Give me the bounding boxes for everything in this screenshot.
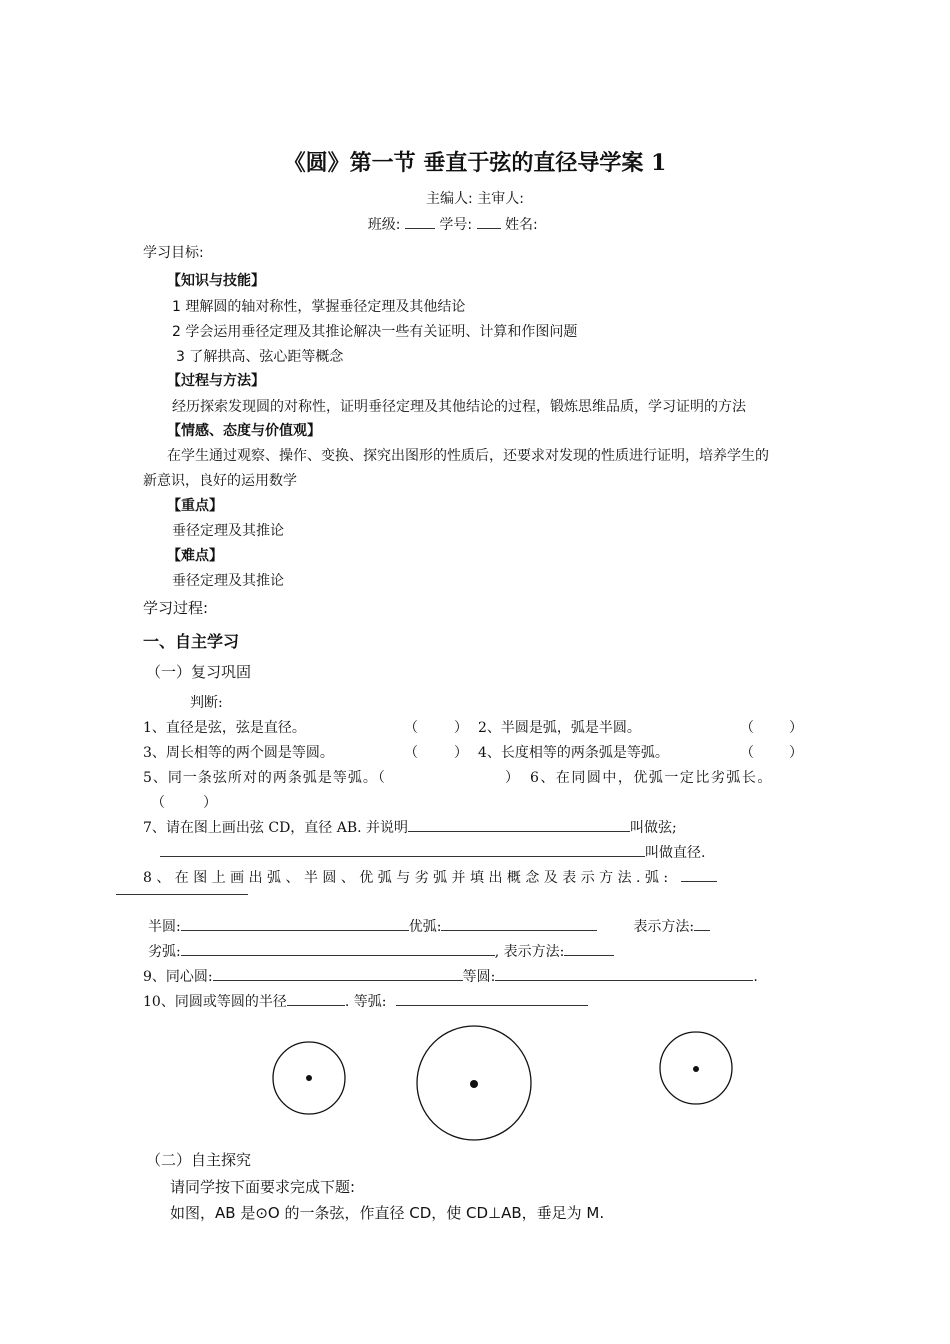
process-section-heading: 学习过程: [143, 599, 209, 617]
question-3-paren-close: ） [454, 745, 468, 761]
minor-arc-label: 劣弧: [148, 944, 181, 960]
center-point-left [306, 1075, 312, 1081]
name-label: 姓名: [505, 217, 538, 233]
question-1-paren-close: ） [454, 720, 468, 736]
question-7-diameter-suffix: 叫做直径. [645, 845, 706, 861]
page-title: 《圆》第一节 垂直于弦的直径导学案 1 [283, 150, 667, 176]
knowledge-item-3: 3 了解拱高、弦心距等概念 [176, 349, 344, 365]
concentric-label: 9、同心圆: [143, 969, 213, 985]
question-7-text: 7、请在图上画出弦 CD，直径 AB. 并说明 [143, 820, 409, 836]
emotion-heading: 【情感、态度与价值观】 [167, 423, 321, 439]
subsection-review: （一）复习巩固 [146, 663, 252, 681]
center-point-middle [470, 1080, 478, 1088]
question-1-paren-open[interactable]: （ [404, 720, 418, 736]
radius-label: 10、同圆或等圆的半径 [143, 994, 287, 1010]
equal-arc-label: . 等弧: [344, 994, 387, 1010]
question-8-text: 8 、 在 图 上 画 出 弧 、 半 圆 、 优 弧 与 劣 弧 并 填 出 概 念 及 表 示 方 法 . 弧 : [143, 870, 669, 886]
question-4-paren-close: ） [789, 745, 803, 761]
student-id-label: 学号: [439, 217, 473, 233]
process-text: 经历探索发现圆的对称性，证明垂径定理及其他结论的过程，锻炼思维品质，学习证明的方法 [172, 399, 746, 415]
difficulty-text: 垂径定理及其推论 [172, 573, 284, 589]
section-self-study: 一、自主学习 [143, 632, 240, 651]
question-1: 1、直径是弦，弦是直径。 [143, 720, 306, 736]
question-2-paren-close: ） [789, 720, 803, 736]
subsection-explore: （二）自主探究 [146, 1151, 252, 1169]
equal-circle-label: 等圆: [462, 969, 496, 985]
knowledge-heading: 【知识与技能】 [167, 273, 265, 289]
class-label: 班级: [367, 217, 401, 233]
objectives-heading: 学习目标: [143, 245, 204, 261]
question-6-paren-close: ） [203, 795, 217, 811]
question-2: 2、半圆是弧，弧是半圆。 [478, 720, 641, 736]
method-label: 表示方法: [633, 919, 695, 935]
judge-label: 判断: [190, 695, 223, 711]
problem-text: 如图，AB 是⊙O 的一条弦，作直径 CD，使 CD⊥AB，垂足为 M. [170, 1204, 605, 1222]
question-7-chord-suffix: 叫做弦; [630, 820, 677, 836]
center-point-right [693, 1066, 699, 1072]
semicircle-label: 半圆: [148, 919, 181, 935]
difficulty-heading: 【难点】 [167, 548, 223, 564]
instruction-text: 请同学按下面要求完成下题: [170, 1178, 356, 1196]
question-6-paren-open[interactable]: （ [151, 795, 165, 811]
major-arc-label: 优弧: [408, 919, 442, 935]
question-5-paren-close: ） [505, 770, 519, 786]
knowledge-item-2: 2 学会运用垂径定理及其推论解决一些有关证明、计算和作图问题 [172, 324, 578, 340]
emotion-text-line1: 在学生通过观察、操作、变换、探究出图形的性质后，还要求对发现的性质进行证明，培养学生的 [167, 448, 769, 464]
knowledge-item-1: 1 理解圆的轴对称性，掌握垂径定理及其他结论 [172, 299, 466, 315]
question-6: 6、在同圆中，优弧一定比劣弧长。 [530, 770, 773, 786]
question-9-period: . [753, 969, 758, 985]
question-4-paren-open[interactable]: （ [740, 745, 754, 761]
question-4: 4、长度相等的两条弧是等弧。 [478, 745, 669, 761]
authors-line: 主编人: 主审人: [426, 191, 524, 207]
emotion-text-line2: 新意识，良好的运用数学 [143, 473, 297, 489]
key-point-heading: 【重点】 [167, 498, 223, 514]
method-label-2: , 表示方法: [494, 944, 565, 960]
question-3: 3、周长相等的两个圆是等圆。 [143, 745, 334, 761]
question-2-paren-open[interactable]: （ [740, 720, 754, 736]
key-point-text: 垂径定理及其推论 [172, 523, 284, 539]
process-heading: 【过程与方法】 [167, 373, 265, 389]
question-5: 5、同一条弦所对的两条弧是等弧。（ [143, 770, 386, 786]
question-3-paren-open[interactable]: （ [404, 745, 418, 761]
